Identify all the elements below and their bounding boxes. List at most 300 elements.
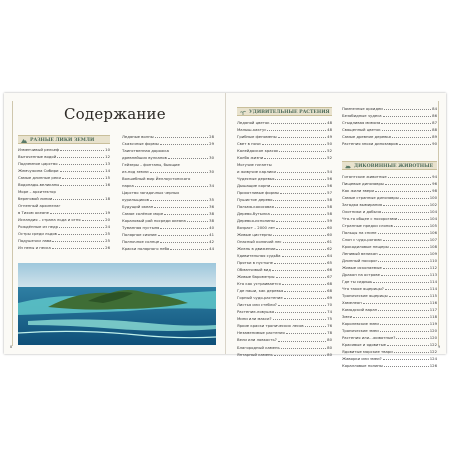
toc-entry: [237, 168, 332, 175]
toc-entry-page: 26: [105, 245, 110, 251]
toc-entry-title: Сказочные формы: [122, 141, 159, 147]
toc-entry-page: 120: [429, 335, 437, 341]
toc-entry-page: 30: [209, 155, 214, 161]
toc-entry-title: Ленивый великан: [342, 251, 378, 257]
toc-entry-page: 86: [432, 113, 437, 119]
toc-leader-dots: [396, 334, 428, 339]
animal-icon: [345, 164, 351, 169]
toc-leader-dots: [398, 215, 428, 220]
toc-entry: [18, 209, 110, 216]
toc-entry-title: Пищевые динозавры: [342, 181, 384, 187]
toc-leader-dots: [52, 244, 104, 249]
toc-entry-page: 106: [429, 230, 437, 236]
toc-leader-dots: [353, 313, 429, 318]
toc-entry-title: Самое солёное море: [122, 211, 164, 217]
toc-leader-dots: [389, 292, 429, 297]
toc-entry-page: 64: [327, 253, 332, 259]
toc-leader-dots: [385, 285, 429, 290]
toc-entry-page: 89: [432, 134, 437, 140]
toc-entry-page: 30: [209, 169, 214, 175]
toc-entry-page: 115: [429, 293, 437, 299]
toc-entry-title: Водопады-великаны: [18, 182, 60, 188]
toc-entry-page: 126: [429, 363, 437, 369]
toc-entry-title: Растения эпохи динозавров: [342, 141, 398, 147]
toc-leader-dots: [281, 344, 326, 349]
toc-entry-page: 13: [105, 161, 110, 167]
toc-entry-page: 102: [429, 202, 437, 208]
toc-entry: [342, 236, 437, 243]
toc-leader-dots: [378, 229, 429, 234]
toc-column-left-1: [18, 146, 110, 251]
toc-entry-page: 90: [432, 141, 437, 147]
toc-entry-page: 75: [327, 316, 332, 322]
toc-leader-dots: [57, 153, 104, 158]
toc-entry-page: 57: [327, 190, 332, 196]
toc-entry: [342, 180, 437, 187]
toc-leader-dots: [277, 168, 326, 173]
toc-entry: [122, 175, 214, 182]
page-border-line: [12, 101, 13, 346]
toc-entry-title: Что такое ящерицы?: [342, 286, 384, 292]
toc-entry-title: Ледяные волны: [122, 134, 154, 139]
toc-entry-title: Таинственная дорожка: [122, 148, 169, 154]
toc-entry-title: Будущий океан: [122, 204, 154, 210]
toc-leader-dots: [276, 273, 327, 278]
toc-entry-page: 120: [429, 328, 437, 334]
toc-entry-title: Из пены и песка: [18, 245, 51, 251]
toc-entry: [237, 322, 332, 329]
toc-leader-dots: [275, 175, 326, 180]
toc-leader-dots: [262, 140, 327, 145]
toc-entry-page: 88: [432, 127, 437, 133]
toc-leader-dots: [82, 216, 105, 221]
toc-entry-page: 94: [432, 174, 437, 179]
toc-entry-page: 49: [327, 134, 332, 140]
toc-leader-dots: [383, 264, 429, 269]
toc-leader-dots: [278, 336, 326, 341]
toc-entry-title: Краски полярного неба: [122, 246, 170, 252]
toc-entry: [237, 308, 332, 315]
toc-column-right-2b: [342, 173, 437, 369]
toc-entry-title: Полярное сияние: [122, 232, 157, 238]
toc-leader-dots: [135, 182, 208, 187]
toc-entry-title: Растение-ловушка: [237, 309, 275, 315]
toc-entry-title: Самые древние деревья: [342, 134, 391, 140]
toc-entry: [237, 280, 332, 287]
toc-entry-title: Странные предки слонов: [342, 223, 393, 229]
toc-entry-title: Полночное солнце: [122, 239, 160, 245]
toc-entry: [237, 238, 332, 245]
toc-entry-title: Удивительная судьба: [237, 253, 281, 259]
toc-leader-dots: [283, 238, 327, 243]
toc-entry-page: 48: [327, 120, 332, 125]
toc-entry: [237, 273, 332, 280]
toc-entry: [342, 362, 437, 369]
toc-entry-page: 80: [327, 344, 332, 350]
toc-entry: [342, 313, 437, 320]
toc-entry-page: 109: [429, 251, 437, 257]
toc-leader-dots: [284, 287, 326, 292]
toc-leader-dots: [150, 168, 209, 173]
toc-entry-page: 96: [432, 181, 437, 187]
toc-entry-page: 66: [327, 267, 332, 273]
toc-entry-title: береговой линии: [18, 196, 53, 202]
toc-entry: [237, 161, 332, 168]
toc-leader-dots: [278, 133, 327, 138]
toc-leader-dots: [399, 140, 431, 145]
toc-leader-dots: [383, 355, 429, 360]
toc-entry: [237, 119, 332, 126]
toc-entry: [237, 133, 332, 140]
toc-entry: [237, 182, 332, 189]
toc-entry-page: 58: [327, 197, 332, 203]
toc-leader-dots: [60, 146, 104, 151]
toc-entry-page: 19: [105, 210, 110, 216]
toc-entry: [237, 126, 332, 133]
section-title-plants: УДИВИТЕЛЬНЫЕ РАСТЕНИЯ: [249, 110, 330, 115]
toc-entry-title: Охотники и добыча: [342, 209, 382, 215]
toc-entry: [18, 237, 110, 244]
toc-entry-title: Туманная пустыня: [122, 225, 160, 231]
toc-entry-title: Гейзеры – фонтаны, бьющие: [122, 162, 180, 168]
toc-entry-page: 25: [105, 231, 110, 237]
toc-entry-page: 100: [429, 195, 437, 201]
left-page: [4, 93, 225, 354]
toc-entry: [342, 327, 437, 334]
toc-entry-title: Дерево-бутылка: [237, 211, 270, 217]
toc-entry-title: Пальма-кокосовая: [237, 204, 274, 210]
toc-entry-title: Свет в ночи: [237, 141, 261, 147]
toc-column-right-2: [342, 105, 437, 147]
toc-entry-page: 84: [432, 106, 437, 111]
toc-entry: [237, 203, 332, 210]
toc-entry-title: Королевские змеи: [342, 321, 379, 327]
toc-leader-dots: [52, 237, 104, 242]
toc-entry-title: Янтарный камень: [237, 351, 273, 357]
toc-entry-page: 52: [327, 148, 332, 154]
toc-entry-title: Прятки в пустыне: [237, 260, 274, 266]
toc-leader-dots: [59, 223, 104, 228]
toc-entry: [237, 344, 332, 351]
toc-entry-title: Исландия – страна льда и огня: [18, 217, 81, 223]
toc-entry: [122, 133, 214, 140]
toc-entry: [342, 271, 437, 278]
toc-entry-title: Загадка вымирания: [342, 202, 383, 208]
toc-entry-title: Тропические ящерицы: [342, 293, 388, 299]
toc-entry-title: Хамелеон: [342, 300, 362, 306]
toc-entry-title: Огненный архипелаг: [18, 203, 61, 209]
toc-entry: [237, 147, 332, 154]
toc-leader-dots: [378, 306, 429, 311]
toc-entry: [342, 264, 437, 271]
toc-entry: [342, 105, 437, 112]
toc-leader-dots: [274, 351, 326, 356]
lagoon-island-image: [18, 263, 216, 345]
toc-entry-page: 68: [327, 281, 332, 287]
toc-entry-page: 24: [105, 224, 110, 230]
toc-entry-page: 76: [327, 323, 332, 329]
section-header-earth: [18, 135, 110, 144]
toc-entry: [18, 167, 110, 174]
toc-leader-dots: [60, 181, 104, 186]
toc-entry-title: парка: [122, 183, 134, 189]
toc-leader-dots: [390, 243, 429, 248]
toc-entry-page: 124: [429, 356, 437, 362]
toc-entry-title: Малыш-кактус: [237, 127, 267, 133]
toc-entry: [342, 299, 437, 306]
toc-leader-dots: [387, 341, 429, 346]
toc-leader-dots: [284, 294, 326, 299]
toc-leader-dots: [382, 208, 429, 213]
toc-entry: [237, 154, 332, 161]
toc-entry: [122, 196, 214, 203]
toc-entry-title: Священный цветок: [342, 127, 381, 133]
toc-leader-dots: [60, 167, 105, 172]
toc-entry: [342, 320, 437, 327]
toc-leader-dots: [286, 329, 326, 334]
toc-entry-title: и живучие карлики: [237, 169, 276, 175]
toc-leader-dots: [275, 308, 326, 313]
toc-leader-dots: [273, 196, 326, 201]
toc-entry: [342, 119, 437, 126]
toc-entry-page: 54: [327, 169, 332, 175]
toc-entry-page: 15: [105, 175, 110, 181]
toc-entry: [342, 229, 437, 236]
toc-entry-page: 80: [327, 337, 332, 343]
toc-leader-dots: [276, 224, 326, 229]
toc-entry-page: 44: [209, 246, 214, 252]
toc-entry-page: 110: [429, 258, 437, 264]
toc-entry-title: Листья или стебли?: [237, 302, 277, 308]
toc-entry: [342, 278, 437, 285]
toc-entry-page: 122: [429, 349, 437, 355]
toc-entry-page: 48: [327, 127, 332, 133]
toc-entry: [237, 210, 332, 217]
toc-entry-page: 74: [327, 309, 332, 315]
toc-entry-page: 34: [209, 183, 214, 189]
toc-entry-title: Живые барометры: [237, 274, 275, 280]
toc-entry: [342, 341, 437, 348]
toc-entry-page: 36: [209, 204, 214, 210]
toc-entry: [122, 217, 214, 224]
toc-leader-dots: [381, 271, 429, 276]
toc-entry: [237, 294, 332, 301]
toc-leader-dots: [383, 112, 432, 117]
toc-leader-dots: [280, 189, 326, 194]
toc-leader-dots: [375, 187, 431, 192]
toc-entry-title: Незаменимые растения: [237, 330, 285, 336]
toc-entry-title: Пальцы на спине: [342, 230, 377, 236]
toc-entry: [18, 188, 110, 195]
toc-entry-page: 68: [327, 288, 332, 294]
toc-leader-dots: [168, 154, 208, 159]
island-photo: [18, 263, 216, 345]
toc-column-left-2: [122, 133, 214, 252]
toc-leader-dots: [363, 299, 429, 304]
toc-entry: [342, 133, 437, 140]
toc-entry-title: Чудесные деревья: [237, 176, 275, 182]
toc-entry-title: Деревья-исполины: [237, 218, 275, 224]
toc-entry-page: 58: [327, 204, 332, 210]
toc-entry-title: Безобидные чудеса: [342, 113, 382, 119]
toc-entry-title: Калейдоскоп красок: [237, 148, 279, 154]
toc-entry-page: 41: [209, 232, 214, 238]
toc-entry-page: 122: [429, 342, 437, 348]
toc-leader-dots: [187, 217, 208, 222]
toc-leader-dots: [271, 182, 326, 187]
toc-entry-title: Гигантские животные: [342, 174, 387, 179]
toc-entry: [122, 140, 214, 147]
toc-entry-title: в Тихом океане: [18, 210, 49, 216]
toc-leader-dots: [170, 245, 208, 250]
toc-leader-dots: [271, 119, 327, 124]
toc-entry: [342, 194, 437, 201]
toc-leader-dots: [383, 236, 429, 241]
toc-entry-title: Дракон на острове: [342, 272, 380, 278]
toc-entry-page: 104: [429, 209, 437, 215]
toc-entry-title: Жаворки или змеи?: [342, 356, 382, 362]
toc-entry-page: 62: [327, 246, 332, 252]
toc-entry-title: Вели или ловкость?: [237, 337, 277, 343]
toc-entry: [18, 223, 110, 230]
toc-leader-dots: [392, 133, 431, 138]
toc-entry: [237, 189, 332, 196]
toc-leader-dots: [378, 257, 428, 262]
toc-entry: [342, 348, 437, 355]
toc-entry: [122, 147, 214, 154]
toc-entry-title: Выточенные водой: [18, 154, 57, 160]
toc-leader-dots: [385, 180, 431, 185]
toc-entry-title: Длинный носорог: [342, 258, 378, 264]
toc-entry-page: 65: [327, 260, 332, 266]
toc-entry: [18, 153, 110, 160]
toc-leader-dots: [305, 322, 327, 327]
toc-entry-page: 78: [327, 330, 332, 336]
toc-entry: [237, 252, 332, 259]
toc-entry-title: Рождённые из недр: [18, 224, 59, 230]
toc-entry-title: Ледяной цветок: [237, 120, 270, 125]
toc-entry-page: 35: [209, 197, 214, 203]
toc-entry-title: Что-то общее с носорогами: [342, 216, 398, 222]
toc-entry-page: 107: [429, 237, 437, 243]
toc-entry-title: Как жили звери: [342, 188, 374, 194]
toc-leader-dots: [282, 280, 326, 285]
toc-leader-dots: [62, 174, 104, 179]
toc-leader-dots: [272, 266, 326, 271]
toc-entry-page: 114: [429, 279, 437, 285]
toc-entry-title: Живые ископаемые: [342, 265, 382, 271]
toc-entry-title: Ядовитые морские твари: [342, 349, 393, 355]
toc-leader-dots: [160, 238, 208, 243]
toc-entry: [237, 351, 332, 358]
toc-entry-page: 29: [209, 141, 214, 147]
toc-leader-dots: [150, 196, 208, 201]
toc-entry-title: Царство загадочных черных: [122, 190, 180, 196]
toc-entry-title: Грибные феномены: [237, 134, 277, 140]
toc-entry-page: 98: [432, 188, 437, 194]
toc-entry-title: Кто как устраивается: [237, 281, 281, 287]
toc-entry-page: 28: [209, 134, 214, 139]
toc-leader-dots: [379, 250, 429, 255]
toc-entry: [342, 201, 437, 208]
toc-entry-page: 116: [429, 300, 437, 306]
toc-entry: [122, 168, 214, 175]
toc-entry-page: 16: [105, 182, 110, 188]
toc-entry-title: Слон с чудо-рогами: [342, 237, 382, 243]
toc-leader-dots: [264, 154, 326, 159]
toc-entry-title: Опасный колючий лес: [237, 239, 282, 245]
toc-entry-page: 38: [209, 218, 214, 224]
toc-entry: [237, 175, 332, 182]
toc-entry-title: Возраст – 2000 лет: [237, 225, 276, 231]
toc-leader-dots: [275, 203, 326, 208]
toc-entry-page: 56: [327, 176, 332, 182]
toc-entry: [342, 243, 437, 250]
toc-leader-dots: [273, 231, 326, 236]
toc-entry: [122, 238, 214, 245]
page-border-line: [438, 101, 439, 346]
toc-entry: [237, 336, 332, 343]
toc-entry-title: Могучие гиганты: [237, 162, 272, 168]
toc-leader-dots: [154, 203, 208, 208]
toc-leader-dots: [384, 105, 431, 110]
toc-leader-dots: [50, 209, 104, 214]
toc-entry-title: Тропические змеи: [342, 328, 379, 334]
toc-entry-title: Мини или макси?: [237, 316, 272, 322]
toc-leader-dots: [158, 231, 208, 236]
toc-entry: [18, 230, 110, 237]
toc-entry: [122, 231, 214, 238]
toc-entry: [342, 250, 437, 257]
toc-entry-title: курильщиков: [122, 197, 149, 203]
toc-leader-dots: [373, 278, 428, 283]
toc-entry-page: 117: [429, 307, 437, 313]
toc-entry: [122, 203, 214, 210]
toc-entry: [122, 189, 214, 196]
toc-entry-title: Обманчивый вид: [237, 267, 271, 273]
toc-entry-title: Змеи: [342, 314, 353, 320]
toc-entry: [342, 222, 437, 229]
toc-leader-dots: [282, 252, 327, 257]
toc-entry-title: Подушечки лава: [18, 238, 52, 244]
toc-leader-dots: [59, 160, 105, 165]
toc-entry-title: Растения или…животные?: [342, 335, 396, 341]
toc-entry-page: 61: [327, 239, 332, 245]
toc-leader-dots: [160, 224, 208, 229]
toc-entry-page: 40: [209, 225, 214, 231]
toc-entry-title: Подземное царство: [18, 161, 58, 167]
toc-leader-dots: [400, 194, 429, 199]
toc-entry-page: 80: [327, 351, 332, 357]
toc-entry: [122, 245, 214, 252]
toc-entry: [237, 231, 332, 238]
toc-entry-title: Море – архитектор: [18, 189, 56, 195]
page-number-left: 8: [10, 345, 13, 349]
toc-entry: [342, 334, 437, 341]
toc-entry-page: 25: [105, 238, 110, 244]
toc-entry-page: 14: [105, 168, 110, 174]
toc-entry: [342, 257, 437, 264]
toc-entry-page: 38: [209, 211, 214, 217]
toc-entry: [342, 292, 437, 299]
toc-entry-title: Жизнь в движении: [237, 246, 276, 252]
toc-entry-title: Красивые и ядовитые: [342, 342, 386, 348]
toc-entry-page: 42: [209, 239, 214, 245]
toc-entry-page: 59: [327, 218, 332, 224]
toc-leader-dots: [384, 362, 429, 367]
toc-entry: [237, 245, 332, 252]
toc-leader-dots: [279, 147, 326, 152]
